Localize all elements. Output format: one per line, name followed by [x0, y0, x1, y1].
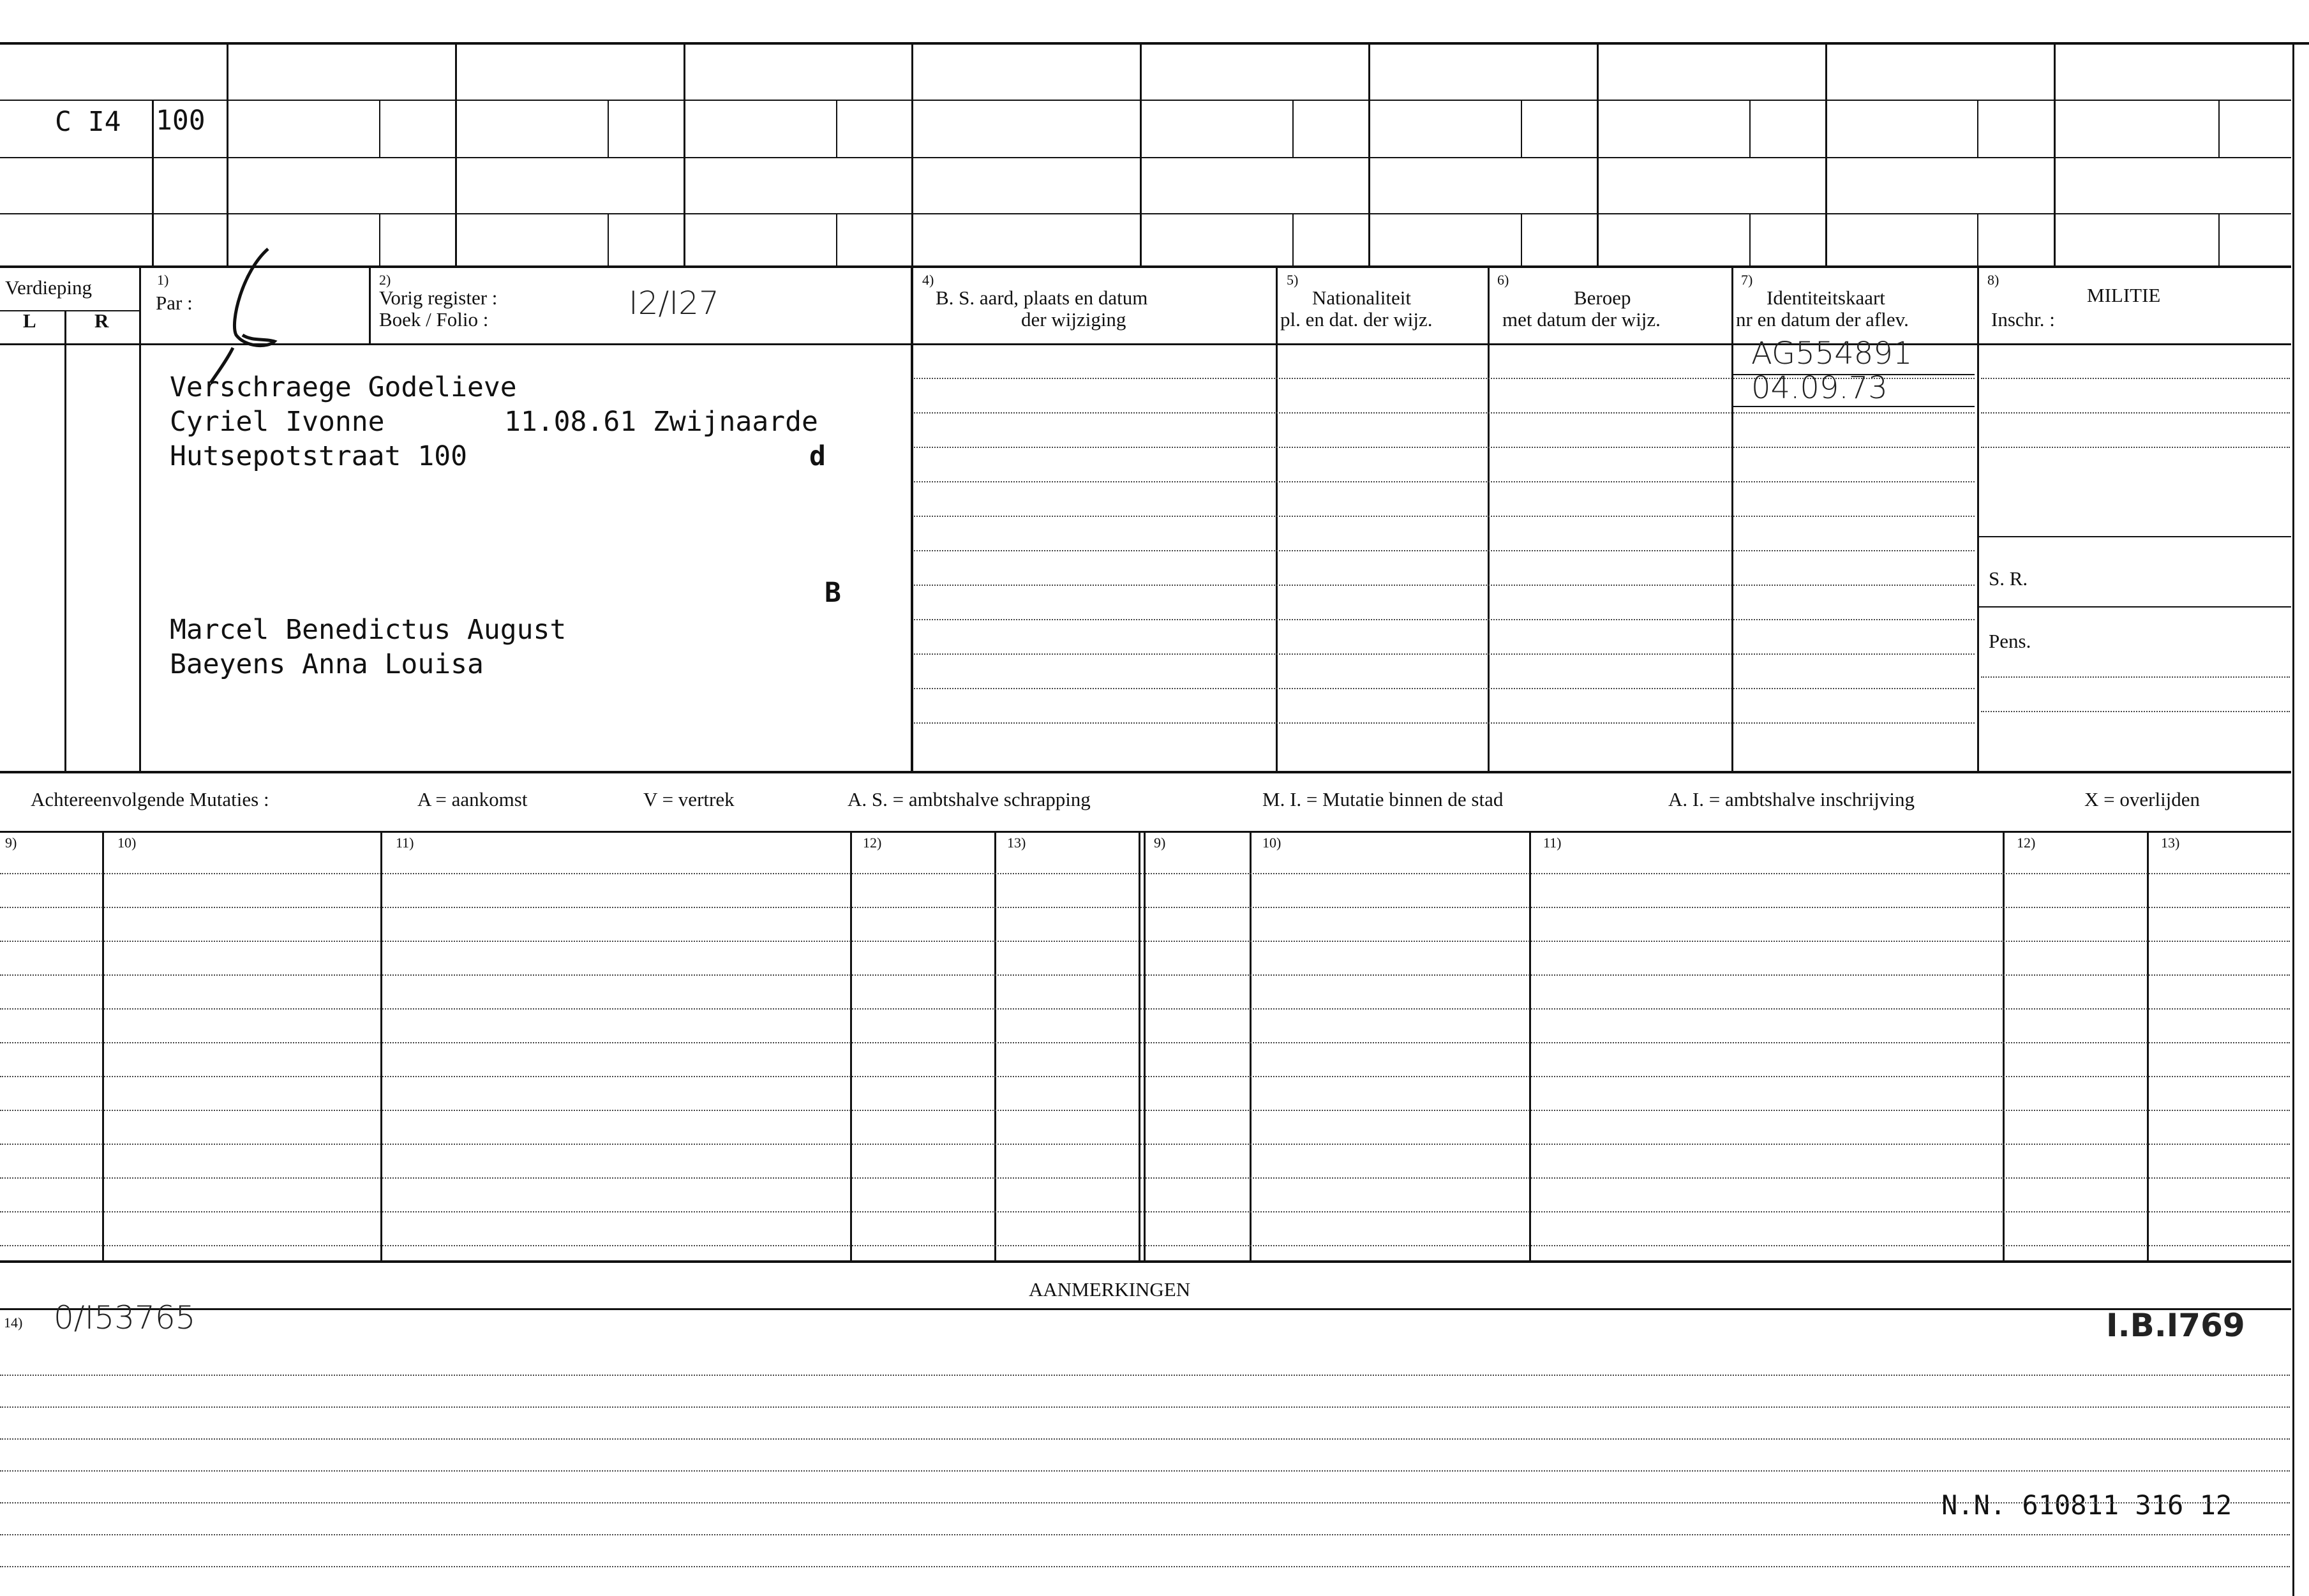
ruled-line [0, 1177, 2290, 1179]
id-card-number: AG554891 [1751, 336, 1913, 371]
inschr-label: Inschr. : [1991, 308, 2055, 331]
col5-number: 5) [1287, 272, 1299, 288]
mut-col-10b: 10) [1262, 835, 1282, 851]
father-name: Marcel Benedictus August [170, 614, 567, 646]
bs-label-1: B. S. aard, plaats en datum [936, 287, 1148, 309]
remarks-title: AANMERKINGEN [1029, 1278, 1191, 1301]
mut-col-12b: 12) [2017, 835, 2036, 851]
verdieping-l: L [23, 310, 36, 332]
ruled-line [1981, 447, 2290, 448]
ruled-line [1981, 676, 2290, 678]
ruled-line [1981, 412, 2290, 414]
ruled-line [0, 1042, 2290, 1043]
ruled-line [0, 941, 2290, 942]
remarks-nn: N.N. 610811 316 12 [1941, 1489, 2232, 1521]
ruled-line [914, 516, 1975, 517]
ruled-line [0, 1144, 2290, 1145]
person-address: Hutsepotstraat 100 [170, 440, 467, 472]
remarks-number: 14) [4, 1315, 23, 1331]
mark-d: d [809, 440, 826, 472]
ruled-line [0, 1076, 2290, 1077]
mutation-as: A. S. = ambtshalve schrapping [848, 788, 1091, 810]
mutation-mi: M. I. = Mutatie binnen de stad [1262, 788, 1504, 810]
sr-label: S. R. [1989, 567, 2028, 590]
mut-col-9: 9) [5, 835, 17, 851]
ruled-line [0, 1008, 2290, 1010]
ruled-line [914, 550, 1975, 551]
identiteitskaart-sub: nr en datum der aflev. [1736, 308, 1909, 331]
ruled-line [0, 1406, 2290, 1408]
col4-number: 4) [922, 272, 934, 288]
par-label: Par : [156, 292, 193, 314]
vorig-register-label: Vorig register : [379, 287, 498, 309]
mut-col-13: 13) [1007, 835, 1026, 851]
ruled-line [914, 447, 1975, 448]
mut-col-13b: 13) [2161, 835, 2180, 851]
mutation-label: Achtereenvolgende Mutaties : [31, 788, 269, 810]
person-name: Verschraege Godelieve [170, 371, 517, 403]
mutation-a: A = aankomst [417, 788, 528, 810]
ruled-line [914, 722, 1975, 724]
mutation-ai: A. I. = ambtshalve inschrijving [1668, 788, 1915, 810]
bs-label-2: der wijziging [1021, 308, 1126, 331]
identiteitskaart-label: Identiteitskaart [1767, 287, 1885, 309]
militie-label: MILITIE [2087, 284, 2161, 306]
beroep-label: Beroep [1574, 287, 1631, 309]
boek-folio-label: Boek / Folio : [379, 308, 489, 331]
ruled-line [0, 1470, 2290, 1472]
pens-label: Pens. [1989, 630, 2031, 652]
mut-col-9b: 9) [1154, 835, 1166, 851]
remarks-ib: I.B.I769 [2106, 1307, 2245, 1344]
sector-code: C I4 [55, 106, 121, 138]
mut-col-11b: 11) [1543, 835, 1562, 851]
col2-number: 2) [379, 272, 391, 288]
verdieping-label: Verdieping [5, 276, 93, 299]
ruled-line [0, 1110, 2290, 1111]
mut-col-12: 12) [863, 835, 882, 851]
vorig-register-value: I2/I27 [629, 285, 719, 322]
col1-number: 1) [157, 272, 169, 288]
ruled-line [0, 1245, 2290, 1246]
ruled-line [0, 974, 2290, 976]
birth-date-place: 11.08.61 Zwijnaarde [504, 406, 818, 438]
ruled-line [0, 1502, 2290, 1503]
nationaliteit-sub: pl. en dat. der wijz. [1280, 308, 1433, 331]
remarks-code: 0/I53765 [54, 1299, 196, 1336]
ruled-line [0, 1438, 2290, 1440]
person-firstnames: Cyriel Ivonne [170, 406, 385, 438]
ruled-line [914, 585, 1975, 586]
mutation-v: V = vertrek [643, 788, 735, 810]
ruled-line [914, 619, 1975, 620]
ruled-line [914, 481, 1975, 482]
col7-number: 7) [1741, 272, 1753, 288]
par-signature [198, 246, 300, 386]
id-card-date: 04.09.73 [1751, 370, 1888, 406]
ruled-line [0, 1566, 2290, 1567]
col6-number: 6) [1497, 272, 1509, 288]
ruled-line [0, 1375, 2290, 1376]
mutation-x: X = overlijden [2084, 788, 2201, 810]
ruled-line [914, 688, 1975, 689]
mother-name: Baeyens Anna Louisa [170, 648, 484, 680]
mut-col-11: 11) [396, 835, 414, 851]
beroep-sub: met datum der wijz. [1502, 308, 1661, 331]
house-number: 100 [156, 105, 205, 137]
ruled-line [0, 1534, 2290, 1535]
ruled-line [914, 412, 1975, 414]
ruled-line [0, 907, 2290, 908]
col8-number: 8) [1987, 272, 1999, 288]
nationaliteit-label: Nationaliteit [1312, 287, 1411, 309]
mark-b: B [825, 577, 841, 609]
ruled-line [1981, 711, 2290, 712]
ruled-line [914, 653, 1975, 655]
mut-col-10: 10) [117, 835, 137, 851]
ruled-line [1981, 378, 2290, 379]
ruled-line [0, 1211, 2290, 1212]
verdieping-r: R [94, 310, 109, 332]
ruled-line [0, 873, 2290, 874]
